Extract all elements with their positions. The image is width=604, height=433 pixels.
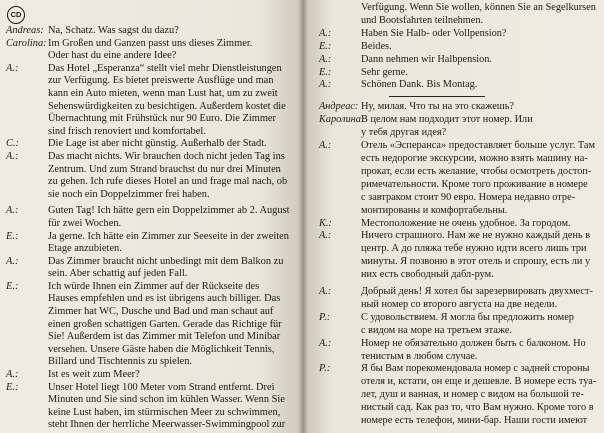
speaker-label: E.: bbox=[319, 66, 332, 78]
dialogue-line bbox=[6, 293, 295, 306]
line-text: Übernachtung mit Frühstück nur 90 Euro. Die Zimmer bbox=[48, 113, 276, 125]
speaker-label bbox=[6, 164, 48, 177]
speaker-label bbox=[6, 419, 48, 432]
book-gutter bbox=[298, 0, 308, 433]
speaker-label bbox=[319, 256, 361, 269]
line-text: Guten Tag! Ich hätte gern ein Doppelzimmer ab 2. August bbox=[48, 205, 290, 217]
dialogue-line bbox=[319, 192, 598, 205]
line-text: С удовольствием. Я могла бы предложить номер bbox=[361, 311, 574, 323]
dialogue-line bbox=[6, 88, 295, 101]
dialogue-line bbox=[6, 306, 295, 319]
speaker-label: К.: bbox=[319, 217, 332, 229]
speaker-label: А.: bbox=[319, 140, 332, 152]
line-text: zur Verfügung. Es bietet preiswerte Ausflüge und man bbox=[48, 75, 274, 87]
line-text: Ну, милая. Что ты на это скажешь? bbox=[361, 101, 514, 113]
dialogue-line bbox=[319, 389, 598, 402]
line-text: Unser Hotel liegt 100 Meter vom Strand entfernt. Drei bbox=[48, 381, 275, 393]
dialogue-line bbox=[319, 153, 598, 166]
russian-translation bbox=[319, 101, 598, 428]
dialogue-line bbox=[319, 140, 598, 153]
line-text: Местоположение не очень удобное. За городом. bbox=[361, 217, 571, 229]
dialogue-line bbox=[319, 230, 598, 243]
dialogue-line bbox=[6, 243, 295, 256]
speaker-label bbox=[319, 415, 361, 428]
speaker-label: A.: bbox=[6, 255, 19, 267]
dialogue-line bbox=[319, 41, 598, 54]
dialogue-line bbox=[319, 286, 598, 299]
line-text: с завтраком стоит 90 евро. Номера недавно отре- bbox=[361, 191, 576, 203]
speaker-label bbox=[6, 394, 48, 407]
line-text: Na, Schatz. Was sagst du dazu? bbox=[48, 25, 179, 36]
speaker-label: Р.: bbox=[319, 311, 331, 323]
dialogue-line bbox=[6, 63, 295, 76]
speaker-label bbox=[6, 306, 48, 319]
dialogue-line bbox=[319, 376, 598, 389]
speaker-label: А.: bbox=[319, 337, 332, 349]
speaker-label: A.: bbox=[319, 79, 332, 91]
speaker-label bbox=[319, 325, 361, 338]
speaker-label bbox=[6, 113, 48, 126]
speaker-label bbox=[319, 179, 361, 192]
line-text: sie noch ein Doppelzimmer frei haben. bbox=[48, 188, 210, 200]
speaker-label: А.: bbox=[319, 286, 332, 298]
speaker-label bbox=[6, 344, 48, 357]
speaker-label bbox=[6, 176, 48, 189]
line-text: Billard und Tischtennis zu spielen. bbox=[48, 356, 193, 368]
speaker-label: Каролина: bbox=[319, 114, 365, 126]
speaker-label: A.: bbox=[319, 27, 332, 39]
dialogue-line bbox=[6, 369, 295, 382]
dialogue-line bbox=[6, 151, 295, 164]
dialogue-line bbox=[319, 2, 598, 15]
line-text: einen großen schattigen Garten. Gerade das Richtige für bbox=[48, 318, 282, 330]
speaker-label bbox=[319, 299, 361, 312]
dialogue-line bbox=[6, 164, 295, 177]
dialogue-line bbox=[6, 268, 295, 281]
line-text: тенистым в любом случае. bbox=[361, 350, 478, 362]
line-text: Отель «Эсперанса» предоставляет больше услуг. Там bbox=[361, 140, 595, 152]
line-text: Добрый день! Я хотел бы зарезервировать двухмест- bbox=[361, 286, 593, 298]
line-text: versehen. Unsere Gäste haben die Möglichkeit Tennis, bbox=[48, 343, 275, 355]
german-dialogue bbox=[6, 25, 295, 432]
speaker-label bbox=[6, 331, 48, 344]
dialogue-line bbox=[319, 338, 598, 351]
speaker-label bbox=[319, 15, 361, 28]
dialogue-line bbox=[6, 419, 295, 432]
speaker-label bbox=[319, 376, 361, 389]
line-text: Schönen Dank. Bis Montag. bbox=[361, 79, 478, 91]
line-text: Sehenswürdigkeiten zu besichtigen. Außerdem kostet die bbox=[48, 100, 286, 112]
speaker-label bbox=[6, 293, 48, 306]
speaker-label: E.: bbox=[319, 40, 332, 52]
speaker-label bbox=[319, 127, 361, 140]
speaker-label: E.: bbox=[6, 230, 19, 242]
line-text: Ist es weit zum Meer? bbox=[48, 369, 140, 381]
line-text: у тебя другая идея? bbox=[361, 127, 447, 139]
line-text: Haben Sie Halb- oder Vollpension? bbox=[361, 27, 507, 39]
speaker-label bbox=[6, 218, 48, 231]
line-text: Zimmer hat WC, Dusche und Bad und man schaut auf bbox=[48, 306, 274, 318]
dialogue-line bbox=[319, 269, 598, 282]
line-text: римечательности. Кроме того проживание в номере bbox=[361, 178, 588, 190]
dialogue-line bbox=[6, 281, 295, 294]
dialogue-line bbox=[6, 75, 295, 88]
speaker-label bbox=[319, 243, 361, 256]
dialogue-line bbox=[319, 28, 598, 41]
line-text: отеля и, кстати, он еще и дешевле. В номере есть туа- bbox=[361, 376, 597, 388]
dialogue-line bbox=[6, 38, 295, 51]
dialogue-line bbox=[6, 189, 295, 202]
german-dialogue-continued bbox=[319, 2, 598, 92]
line-text: Das macht nichts. Wir brauchen doch nicht jeden Tag ins bbox=[48, 150, 285, 162]
dialogue-line bbox=[6, 344, 295, 357]
line-text: Die Lage ist aber nicht günstig. Außerhalb der Stadt. bbox=[48, 138, 267, 150]
right-page bbox=[303, 0, 604, 433]
dialogue-line bbox=[6, 256, 295, 269]
dialogue-line bbox=[6, 205, 295, 218]
line-text: Ich würde Ihnen ein Zimmer auf der Rückseite des bbox=[48, 280, 260, 292]
speaker-label: A.: bbox=[6, 62, 19, 74]
line-text: Hauses empfehlen und es ist übrigens auch billiger. Das bbox=[48, 293, 281, 305]
line-text: Dann nehmen wir Halbpension. bbox=[361, 53, 492, 65]
line-text: центр. А до пляжа тебе нужно идти всего лишь три bbox=[361, 243, 587, 255]
dialogue-line bbox=[319, 243, 598, 256]
dialogue-line bbox=[6, 331, 295, 344]
speaker-label: A.: bbox=[6, 369, 19, 381]
speaker-label bbox=[319, 205, 361, 218]
line-text: Ja gerne. Ich hätte ein Zimmer zur Seeseite in der zweiten bbox=[48, 230, 289, 242]
speaker-label bbox=[6, 243, 48, 256]
speaker-label: Р.: bbox=[319, 363, 331, 375]
speaker-label bbox=[6, 189, 48, 202]
dialogue-line bbox=[319, 415, 598, 428]
speaker-label bbox=[319, 2, 361, 15]
line-text: Номер не обязательно должен быть с балконом. Но bbox=[361, 337, 586, 349]
dialogue-line bbox=[6, 394, 295, 407]
speaker-label bbox=[6, 407, 48, 420]
dialogue-line bbox=[319, 325, 598, 338]
speaker-label bbox=[319, 389, 361, 402]
dialogue-line bbox=[6, 25, 295, 38]
line-text: с видом на море на третьем этаже. bbox=[361, 324, 513, 336]
dialogue-line bbox=[319, 67, 598, 80]
dialogue-line bbox=[6, 218, 295, 231]
line-text: Я бы Вам порекомендовала номер с задней стороны bbox=[361, 363, 590, 375]
dialogue-line bbox=[319, 363, 598, 376]
dialogue-line bbox=[6, 113, 295, 126]
dialogue-line bbox=[319, 218, 598, 231]
dialogue-line bbox=[6, 138, 295, 151]
line-text: Beides. bbox=[361, 40, 392, 52]
section-divider bbox=[389, 96, 485, 97]
line-text: прокат, если есть желание, чтобы осмотреть достоп- bbox=[361, 165, 592, 177]
speaker-label bbox=[319, 192, 361, 205]
line-text: лет, душ и ванная, и номер с видом на большой те- bbox=[361, 389, 584, 401]
speaker-label: E.: bbox=[6, 381, 19, 393]
line-text: Verfügung. Wenn Sie wollen, können Sie an Segelkursen bbox=[361, 2, 596, 13]
line-text: Das Hotel „Esperanza“ stellt viel mehr Dienstleistungen bbox=[48, 62, 282, 74]
dialogue-line bbox=[6, 407, 295, 420]
dialogue-line bbox=[6, 176, 295, 189]
speaker-label bbox=[319, 269, 361, 282]
line-text: Ничего страшного. Нам же не нужно каждый день в bbox=[361, 230, 591, 242]
dialogue-line bbox=[319, 127, 598, 140]
speaker-label bbox=[319, 402, 361, 415]
dialogue-line bbox=[319, 351, 598, 364]
dialogue-line bbox=[319, 256, 598, 269]
speaker-label bbox=[6, 319, 48, 332]
dialogue-line bbox=[6, 231, 295, 244]
line-text: sein. Aber schattig auf jeden Fall. bbox=[48, 268, 188, 280]
line-text: keine Lust haben, im stürmischen Meer zu schwimmen, bbox=[48, 406, 281, 418]
dialogue-line bbox=[319, 79, 598, 92]
speaker-label: Andreas: bbox=[6, 25, 44, 36]
dialogue-line bbox=[6, 50, 295, 63]
dialogue-line bbox=[319, 179, 598, 192]
dialogue-line bbox=[319, 205, 598, 218]
speaker-label: A.: bbox=[6, 205, 19, 217]
dialogue-line bbox=[319, 402, 598, 415]
speaker-label bbox=[6, 101, 48, 114]
dialogue-line bbox=[6, 101, 295, 114]
speaker-label: Андреас: bbox=[319, 101, 359, 113]
speaker-label bbox=[319, 351, 361, 364]
line-text: минуты. Я позвоню в этот отель и спрошу, есть ли у bbox=[361, 256, 591, 268]
speaker-label bbox=[319, 166, 361, 179]
cd-audio-icon: CD bbox=[7, 6, 25, 24]
line-text: монтированы и комфортабельны. bbox=[361, 204, 508, 216]
line-text: Das Zimmer braucht nicht unbedingt mit dem Balkon zu bbox=[48, 255, 284, 267]
dialogue-line bbox=[319, 114, 598, 127]
line-text: Sie! Außerdem ist das Zimmer mit Telefon und Minibar bbox=[48, 331, 281, 343]
speaker-label bbox=[6, 268, 48, 281]
line-text: Etage anzubieten. bbox=[48, 243, 122, 255]
speaker-label: A.: bbox=[6, 150, 19, 162]
line-text: Im Großen und Ganzen passt uns dieses Zimmer. bbox=[48, 37, 253, 49]
speaker-label bbox=[6, 50, 48, 63]
line-text: zu gehen. Ich rufe dieses Hotel an und frage mal nach, ob bbox=[48, 176, 288, 188]
speaker-label: Carolina: bbox=[6, 37, 47, 49]
speaker-label: A.: bbox=[319, 53, 332, 65]
line-text: номере есть телефон, мини-бар. Наши гости имеют bbox=[361, 415, 588, 427]
line-text: Zentrum. Und zum Strand brauchst du nur drei Minuten bbox=[48, 163, 281, 175]
line-text: kann ein Auto mieten, wenn man Lust hat, um zu zweit bbox=[48, 87, 278, 99]
line-text: sind frisch renoviert und komfortabel. bbox=[48, 125, 206, 137]
line-text: Oder hast du eine andere Idee? bbox=[48, 50, 177, 62]
line-text: für zwei Wochen. bbox=[48, 217, 122, 229]
dialogue-line bbox=[319, 54, 598, 67]
speaker-label bbox=[6, 88, 48, 101]
dialogue-line bbox=[319, 299, 598, 312]
line-text: них есть свободный дабл-рум. bbox=[361, 269, 494, 281]
speaker-label bbox=[6, 356, 48, 369]
speaker-label bbox=[6, 126, 48, 139]
dialogue-line bbox=[319, 166, 598, 179]
line-text: Minuten und Sie sind schon im kühlen Wasser. Wenn Sie bbox=[48, 394, 285, 406]
dialogue-line bbox=[6, 356, 295, 369]
dialogue-line bbox=[319, 312, 598, 325]
line-text: steht Ihnen der herrliche Meerwasser-Swimmingpool zur bbox=[48, 419, 286, 431]
speaker-label bbox=[319, 153, 361, 166]
line-text: нистый сад. Как раз то, что Вам нужно. Кроме того в bbox=[361, 402, 594, 414]
line-text: В целом нам подходит этот номер. Или bbox=[361, 114, 533, 126]
dialogue-line bbox=[6, 126, 295, 139]
speaker-label: E.: bbox=[6, 280, 19, 292]
dialogue-line bbox=[6, 319, 295, 332]
line-text: есть недорогие экскурсии, можно взять машину на- bbox=[361, 152, 588, 164]
dialogue-line bbox=[319, 15, 598, 28]
dialogue-line bbox=[6, 382, 295, 395]
speaker-label bbox=[6, 75, 48, 88]
line-text: und Bootsfahrten teilnehmen. bbox=[361, 14, 484, 26]
dialogue-line bbox=[319, 101, 598, 114]
line-text: ный номер со второго августа на две недели. bbox=[361, 298, 558, 310]
speaker-label: C.: bbox=[6, 138, 19, 150]
line-text: Sehr gerne. bbox=[361, 66, 408, 78]
speaker-label: А.: bbox=[319, 230, 332, 242]
